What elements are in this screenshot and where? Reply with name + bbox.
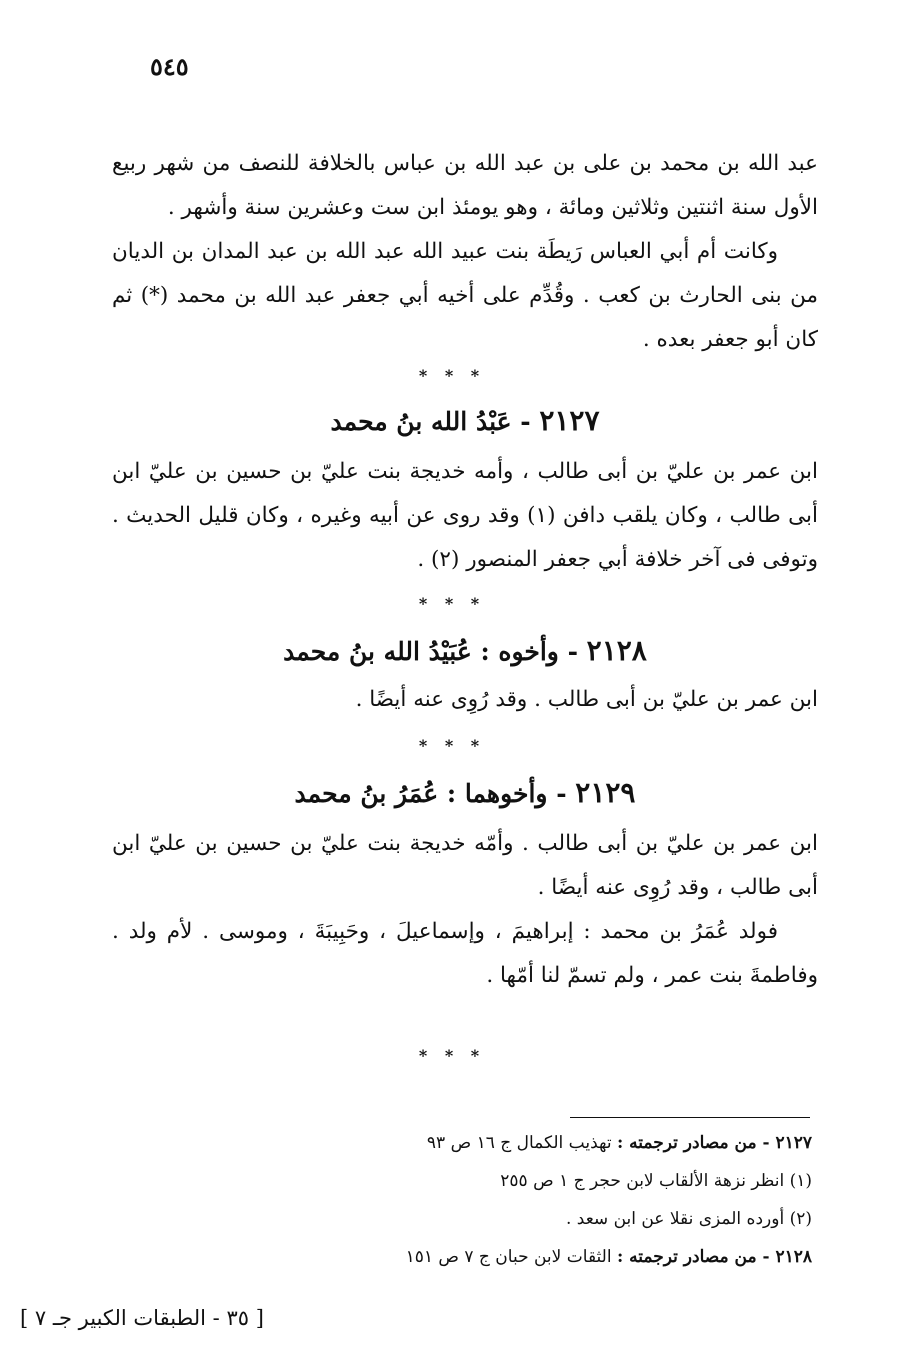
intro-paragraph-1: عبد الله بن محمد بن على بن عبد الله بن عباس بالخلافة للنصف من شهر ربيع الأول سنة اثنتين وثلاثين ومائة ، وهو يومئذ ابن ست وعشرين سنة وأشهر . bbox=[112, 151, 818, 220]
footnote-text: (٢) أورده المزى نقلا عن ابن سعد . bbox=[565, 1209, 812, 1229]
footnote-text: تهذيب الكمال ج ١٦ ص ٩٣ bbox=[426, 1133, 617, 1153]
footnote-line bbox=[240, 1124, 812, 1162]
page-number: ٥٤٥ bbox=[150, 52, 189, 81]
entry-paragraph: ابن عمر بن عليّ بن أبى طالب . وقد رُوِى عنه أيضًا . bbox=[355, 687, 818, 712]
footnote-label: ٢١٢٧ - من مصادر ترجمته : bbox=[616, 1133, 812, 1153]
entry-number: ٢١٢٩ bbox=[575, 776, 636, 809]
footnote-label: ٢١٢٨ - من مصادر ترجمته : bbox=[616, 1247, 812, 1267]
separator-stars: * * * bbox=[418, 594, 486, 613]
entry-title-2129 bbox=[112, 776, 818, 809]
entry-dash: - bbox=[547, 779, 576, 808]
signature-mark: [ ٣٥ - الطبقات الكبير جـ ٧ ] bbox=[20, 1306, 264, 1330]
entry-text-2127 bbox=[112, 450, 818, 582]
entry-number: ٢١٢٨ bbox=[586, 634, 647, 667]
entry-text-2128 bbox=[112, 678, 818, 722]
footnote-line bbox=[240, 1162, 812, 1200]
separator-stars: * * * bbox=[418, 366, 486, 385]
separator-stars: * * * bbox=[418, 1046, 486, 1065]
intro-text bbox=[112, 142, 818, 362]
entry-title-2127 bbox=[112, 404, 818, 437]
entry-dash: - bbox=[511, 407, 540, 436]
entry-name: عَبْدُ الله بنُ محمد bbox=[330, 407, 512, 436]
entry-dash: - bbox=[558, 637, 587, 666]
entry-text-2129 bbox=[112, 822, 818, 998]
footnotes bbox=[240, 1124, 812, 1276]
entry-number: ٢١٢٧ bbox=[539, 404, 600, 437]
entry-title-2128 bbox=[112, 634, 818, 667]
entry-name: وأخوه : عُبَيْدُ الله بنُ محمد bbox=[283, 637, 559, 666]
footnote-text: (١) انظر نزهة الألقاب لابن حجر ج ١ ص ٢٥٥ bbox=[500, 1171, 812, 1191]
entry-paragraph: ابن عمر بن عليّ بن أبى طالب . وأمّه خديجة بنت عليّ بن حسين بن عليّ ابن أبى طالب ، وقد رُوِى عنه أيضًا . bbox=[112, 831, 818, 900]
footnote-line bbox=[240, 1238, 812, 1276]
footnote-line bbox=[240, 1200, 812, 1238]
intro-paragraph-2: وكانت أم أبي العباس رَيطَة بنت عبيد الله عبد الله بن عبد المدان بن الديان من بنى الحارث بن كعب . وقُدِّم على أخيه أبي جعفر عبد الله بن محمد (*) ثم كان أبو جعفر بعده . bbox=[112, 239, 818, 352]
separator-stars: * * * bbox=[418, 736, 486, 755]
footnote-text: الثقات لابن حبان ج ٧ ص ١٥١ bbox=[405, 1247, 617, 1267]
footnote-divider bbox=[570, 1117, 810, 1118]
entry-paragraph: ابن عمر بن عليّ بن أبى طالب ، وأمه خديجة بنت عليّ بن حسين بن عليّ ابن أبى طالب ، وكان يلقب دافن (١) وقد روى عن أبيه وغيره ، وكان قليل الحديث . وتوفى فى آخر خلافة أبي جعفر المنصور (٢) . bbox=[112, 459, 818, 572]
entry-paragraph-children: فولد عُمَرُ بن محمد : إبراهيمَ ، وإسماعيلَ ، وحَبِيبَةَ ، وموسى . لأم ولد . وفاطمةَ بنت عمر ، ولم تسمّ لنا أمّها . bbox=[112, 919, 818, 988]
entry-name: وأخوهما : عُمَرُ بنُ محمد bbox=[294, 779, 548, 808]
